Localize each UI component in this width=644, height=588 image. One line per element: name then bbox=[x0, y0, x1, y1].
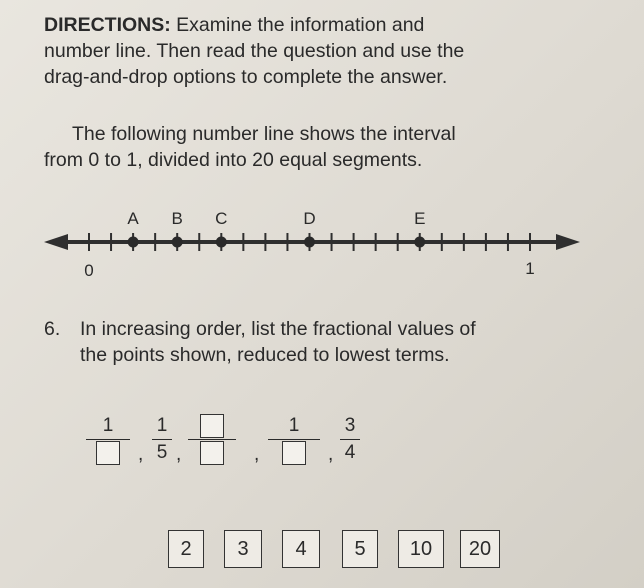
number-line bbox=[0, 200, 644, 290]
fraction-1 bbox=[86, 414, 130, 465]
directions-label: DIRECTIONS: bbox=[44, 14, 171, 36]
question-line-1: In increasing order, list the fractional values of bbox=[80, 318, 476, 340]
fraction-bar bbox=[86, 439, 130, 440]
fraction-5-numerator: 3 bbox=[344, 415, 356, 436]
directions-line-1: Examine the information and bbox=[170, 14, 425, 36]
fraction-2-numerator: 1 bbox=[156, 415, 168, 436]
fraction-2 bbox=[152, 414, 172, 465]
fraction-bar bbox=[152, 439, 172, 440]
drag-tiles bbox=[168, 530, 508, 574]
fraction-2-denominator: 5 bbox=[156, 442, 168, 463]
left-arrow-icon bbox=[44, 234, 68, 250]
point-b bbox=[172, 237, 183, 248]
intro-text bbox=[44, 121, 604, 173]
point-d bbox=[304, 237, 315, 248]
number-line-start-label: 0 bbox=[84, 261, 94, 280]
fraction-bar bbox=[340, 439, 360, 440]
number-line-end-label: 1 bbox=[525, 259, 535, 278]
drop-box-fraction-4-denominator[interactable] bbox=[282, 441, 306, 465]
directions-line-3: drag-and-drop options to complete the answer. bbox=[44, 66, 448, 88]
point-label-a: A bbox=[127, 209, 139, 228]
question-text bbox=[44, 316, 624, 368]
comma: , bbox=[176, 444, 182, 465]
drag-tile-10[interactable]: 10 bbox=[398, 530, 444, 568]
point-label-b: B bbox=[171, 209, 183, 228]
drop-box-fraction-3-numerator[interactable] bbox=[200, 414, 224, 438]
directions-line-2: number line. Then read the question and use the bbox=[44, 40, 465, 62]
fraction-bar bbox=[188, 439, 236, 440]
fraction-4-numerator: 1 bbox=[288, 415, 300, 436]
comma: , bbox=[254, 444, 260, 465]
drop-box-fraction-1-denominator[interactable] bbox=[96, 441, 120, 465]
directions-text bbox=[44, 12, 604, 90]
fraction-4 bbox=[268, 414, 320, 465]
fraction-bar bbox=[268, 439, 320, 440]
point-label-c: C bbox=[215, 209, 228, 228]
drag-tile-20[interactable]: 20 bbox=[460, 530, 500, 568]
drag-tile-3[interactable]: 3 bbox=[224, 530, 262, 568]
point-a bbox=[128, 237, 139, 248]
point-e bbox=[414, 237, 425, 248]
question-number: 6. bbox=[44, 318, 61, 340]
comma: , bbox=[328, 444, 334, 465]
drag-tile-2[interactable]: 2 bbox=[168, 530, 204, 568]
comma: , bbox=[138, 444, 144, 465]
fraction-5-denominator: 4 bbox=[344, 442, 356, 463]
drag-tile-4[interactable]: 4 bbox=[282, 530, 320, 568]
intro-line-2: from 0 to 1, divided into 20 equal segments. bbox=[44, 149, 423, 171]
drag-tile-5[interactable]: 5 bbox=[342, 530, 378, 568]
question-line-2: the points shown, reduced to lowest terms. bbox=[80, 344, 450, 366]
point-label-d: D bbox=[303, 209, 316, 228]
answer-fractions bbox=[80, 396, 480, 496]
right-arrow-icon bbox=[556, 234, 580, 250]
point-label-e: E bbox=[414, 209, 426, 228]
point-c bbox=[216, 237, 227, 248]
fraction-5 bbox=[340, 414, 360, 465]
intro-line-1: The following number line shows the interval bbox=[72, 123, 456, 145]
fraction-3 bbox=[188, 414, 236, 465]
drop-box-fraction-3-denominator[interactable] bbox=[200, 441, 224, 465]
fraction-1-numerator: 1 bbox=[102, 415, 114, 436]
